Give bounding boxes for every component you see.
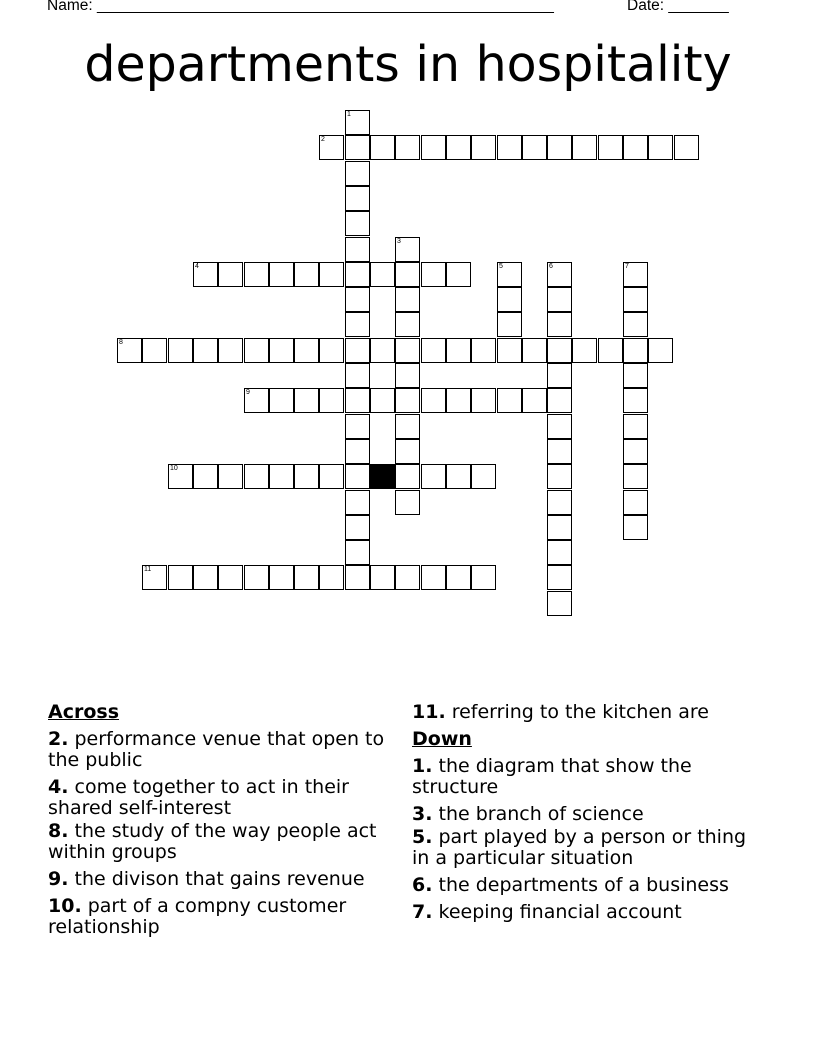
- answer-square[interactable]: [446, 262, 471, 287]
- answer-square[interactable]: [193, 262, 218, 287]
- clue-down-1: [412, 756, 757, 798]
- answer-square[interactable]: [345, 439, 370, 464]
- answer-square[interactable]: [193, 565, 218, 590]
- clue-number-label: 3: [397, 238, 401, 245]
- clue-across-2: [48, 729, 393, 771]
- answer-square[interactable]: [294, 338, 319, 363]
- answer-square[interactable]: [244, 464, 269, 489]
- answer-square[interactable]: [395, 388, 420, 413]
- answer-square[interactable]: [497, 262, 522, 287]
- clue-number: 3.: [412, 803, 433, 825]
- answer-square[interactable]: [598, 135, 623, 160]
- answer-square[interactable]: [497, 312, 522, 337]
- answer-square[interactable]: [395, 135, 420, 160]
- answer-square[interactable]: [547, 490, 572, 515]
- answer-square[interactable]: [395, 565, 420, 590]
- black-square: [370, 464, 395, 489]
- page-title: departments in hospitality: [84, 36, 732, 93]
- clue-number: 1.: [412, 755, 433, 777]
- answer-square[interactable]: [395, 464, 420, 489]
- clue-across-4: [48, 777, 393, 819]
- answer-square[interactable]: [648, 135, 673, 160]
- answer-square[interactable]: [218, 338, 243, 363]
- clue-down-5: [412, 827, 757, 869]
- answer-square[interactable]: [370, 565, 395, 590]
- answer-square[interactable]: [623, 312, 648, 337]
- answer-square[interactable]: [117, 338, 142, 363]
- clue-number-label: 9: [246, 389, 250, 396]
- answer-square[interactable]: [395, 414, 420, 439]
- answer-square[interactable]: [193, 338, 218, 363]
- answer-square[interactable]: [345, 211, 370, 236]
- answer-square[interactable]: [319, 464, 344, 489]
- answer-square[interactable]: [623, 515, 648, 540]
- answer-square[interactable]: [345, 338, 370, 363]
- clue-across-11: [412, 702, 757, 723]
- answer-square[interactable]: [471, 565, 496, 590]
- answer-square[interactable]: [395, 237, 420, 262]
- answer-square[interactable]: [395, 363, 420, 388]
- answer-square[interactable]: [547, 565, 572, 590]
- clue-text: come together to act in their shared self-interest: [48, 776, 349, 819]
- answer-square[interactable]: [294, 464, 319, 489]
- answer-square[interactable]: [623, 338, 648, 363]
- answer-square[interactable]: [345, 262, 370, 287]
- answer-square[interactable]: [547, 135, 572, 160]
- answer-square[interactable]: [421, 262, 446, 287]
- answer-square[interactable]: [168, 338, 193, 363]
- answer-square[interactable]: [623, 439, 648, 464]
- answer-square[interactable]: [142, 338, 167, 363]
- across-heading: Across: [48, 701, 120, 723]
- answer-square[interactable]: [269, 262, 294, 287]
- clue-down-3: [412, 804, 757, 825]
- answer-square[interactable]: [421, 338, 446, 363]
- clue-text: performance venue that open to the public: [48, 728, 385, 771]
- answer-square[interactable]: [547, 414, 572, 439]
- answer-square[interactable]: [497, 287, 522, 312]
- answer-square[interactable]: [522, 388, 547, 413]
- answer-square[interactable]: [547, 388, 572, 413]
- clue-text: the study of the way people act within groups: [48, 820, 377, 863]
- clue-number-label: 4: [195, 263, 199, 270]
- answer-square[interactable]: [345, 540, 370, 565]
- answer-square[interactable]: [269, 338, 294, 363]
- clue-across-8: [48, 821, 393, 863]
- clue-number-label: 10: [170, 465, 178, 472]
- clue-text: keeping financial account: [438, 901, 682, 923]
- answer-square[interactable]: [345, 161, 370, 186]
- answer-square[interactable]: [294, 388, 319, 413]
- clues-left-column: [48, 702, 393, 944]
- clue-number: 2.: [48, 728, 69, 750]
- answer-square[interactable]: [319, 338, 344, 363]
- clues-right-column: [412, 702, 757, 929]
- answer-square[interactable]: [395, 262, 420, 287]
- clue-number-label: 6: [549, 263, 553, 270]
- answer-square[interactable]: [471, 135, 496, 160]
- answer-square[interactable]: [345, 464, 370, 489]
- answer-square[interactable]: [395, 312, 420, 337]
- answer-square[interactable]: [395, 287, 420, 312]
- clue-number-label: 7: [625, 263, 629, 270]
- clue-across-10: [48, 896, 393, 938]
- answer-square[interactable]: [623, 414, 648, 439]
- answer-square[interactable]: [345, 110, 370, 135]
- answer-square[interactable]: [345, 237, 370, 262]
- answer-square[interactable]: [623, 464, 648, 489]
- answer-square[interactable]: [395, 338, 420, 363]
- name-field-line: Name: _____________________________________________________: [47, 0, 554, 14]
- answer-square[interactable]: [446, 135, 471, 160]
- answer-square[interactable]: [345, 515, 370, 540]
- clue-across-9: [48, 869, 393, 890]
- clue-number-label: 8: [119, 339, 123, 346]
- answer-square[interactable]: [370, 262, 395, 287]
- answer-square[interactable]: [395, 439, 420, 464]
- answer-square[interactable]: [446, 388, 471, 413]
- clue-number: 8.: [48, 820, 69, 842]
- clue-number: 11.: [412, 701, 446, 723]
- answer-square[interactable]: [623, 287, 648, 312]
- answer-square[interactable]: [218, 262, 243, 287]
- answer-square[interactable]: [598, 338, 623, 363]
- answer-square[interactable]: [547, 464, 572, 489]
- answer-square[interactable]: [623, 135, 648, 160]
- answer-square[interactable]: [345, 565, 370, 590]
- clue-number-label: 5: [499, 263, 503, 270]
- answer-square[interactable]: [218, 565, 243, 590]
- answer-square[interactable]: [395, 490, 420, 515]
- answer-square[interactable]: [547, 287, 572, 312]
- answer-square[interactable]: [142, 565, 167, 590]
- answer-square[interactable]: [244, 388, 269, 413]
- answer-square[interactable]: [421, 135, 446, 160]
- answer-square[interactable]: [497, 388, 522, 413]
- answer-square[interactable]: [674, 135, 699, 160]
- answer-square[interactable]: [623, 388, 648, 413]
- answer-square[interactable]: [345, 135, 370, 160]
- answer-square[interactable]: [244, 338, 269, 363]
- answer-square[interactable]: [446, 338, 471, 363]
- answer-square[interactable]: [547, 591, 572, 616]
- clue-number: 9.: [48, 868, 69, 890]
- answer-square[interactable]: [294, 262, 319, 287]
- answer-square[interactable]: [547, 439, 572, 464]
- answer-square[interactable]: [547, 540, 572, 565]
- answer-square[interactable]: [345, 312, 370, 337]
- answer-square[interactable]: [370, 388, 395, 413]
- answer-square[interactable]: [446, 464, 471, 489]
- answer-square[interactable]: [193, 464, 218, 489]
- answer-square[interactable]: [471, 338, 496, 363]
- answer-square[interactable]: [319, 262, 344, 287]
- clue-text: the departments of a business: [438, 874, 729, 896]
- clue-number-label: 2: [321, 136, 325, 143]
- answer-square[interactable]: [168, 464, 193, 489]
- answer-square[interactable]: [218, 464, 243, 489]
- clue-number: 7.: [412, 901, 433, 923]
- answer-square[interactable]: [497, 135, 522, 160]
- answer-square[interactable]: [522, 338, 547, 363]
- clue-number-label: 11: [144, 566, 152, 573]
- clue-text: the branch of science: [438, 803, 644, 825]
- answer-square[interactable]: [294, 565, 319, 590]
- answer-square[interactable]: [572, 338, 597, 363]
- down-heading: Down: [412, 728, 472, 750]
- clue-number-label: 1: [347, 111, 351, 118]
- answer-square[interactable]: [547, 515, 572, 540]
- clue-number: 4.: [48, 776, 69, 798]
- answer-square[interactable]: [345, 287, 370, 312]
- clue-text: the divison that gains revenue: [74, 868, 365, 890]
- clue-text: referring to the kitchen are: [451, 701, 709, 723]
- answer-square[interactable]: [244, 262, 269, 287]
- clue-text: part of a compny customer relationship: [48, 895, 347, 938]
- answer-square[interactable]: [345, 490, 370, 515]
- answer-square[interactable]: [319, 565, 344, 590]
- clue-number: 6.: [412, 874, 433, 896]
- answer-square[interactable]: [421, 565, 446, 590]
- clue-text: the diagram that show the structure: [412, 755, 692, 798]
- answer-square[interactable]: [319, 135, 344, 160]
- answer-square[interactable]: [269, 565, 294, 590]
- answer-square[interactable]: [370, 338, 395, 363]
- answer-square[interactable]: [345, 388, 370, 413]
- answer-square[interactable]: [471, 464, 496, 489]
- answer-square[interactable]: [547, 363, 572, 388]
- answer-square[interactable]: [168, 565, 193, 590]
- answer-square[interactable]: [623, 363, 648, 388]
- answer-square[interactable]: [648, 338, 673, 363]
- answer-square[interactable]: [547, 338, 572, 363]
- answer-square[interactable]: [269, 464, 294, 489]
- clue-down-7: [412, 902, 757, 923]
- answer-square[interactable]: [471, 388, 496, 413]
- clue-number: 5.: [412, 826, 433, 848]
- answer-square[interactable]: [572, 135, 597, 160]
- answer-square[interactable]: [345, 186, 370, 211]
- answer-square[interactable]: [547, 312, 572, 337]
- clue-number: 10.: [48, 895, 82, 917]
- answer-square[interactable]: [522, 135, 547, 160]
- answer-square[interactable]: [421, 388, 446, 413]
- answer-square[interactable]: [269, 388, 294, 413]
- answer-square[interactable]: [421, 464, 446, 489]
- answer-square[interactable]: [446, 565, 471, 590]
- clue-down-6: [412, 875, 757, 896]
- answer-square[interactable]: [623, 262, 648, 287]
- answer-square[interactable]: [244, 565, 269, 590]
- answer-square[interactable]: [319, 388, 344, 413]
- answer-square[interactable]: [547, 262, 572, 287]
- answer-square[interactable]: [623, 490, 648, 515]
- answer-square[interactable]: [497, 338, 522, 363]
- answer-square[interactable]: [345, 363, 370, 388]
- clue-text: part played by a person or thing in a particular situation: [412, 826, 747, 869]
- answer-square[interactable]: [370, 135, 395, 160]
- date-field-line: Date: _______: [627, 0, 729, 14]
- answer-square[interactable]: [345, 414, 370, 439]
